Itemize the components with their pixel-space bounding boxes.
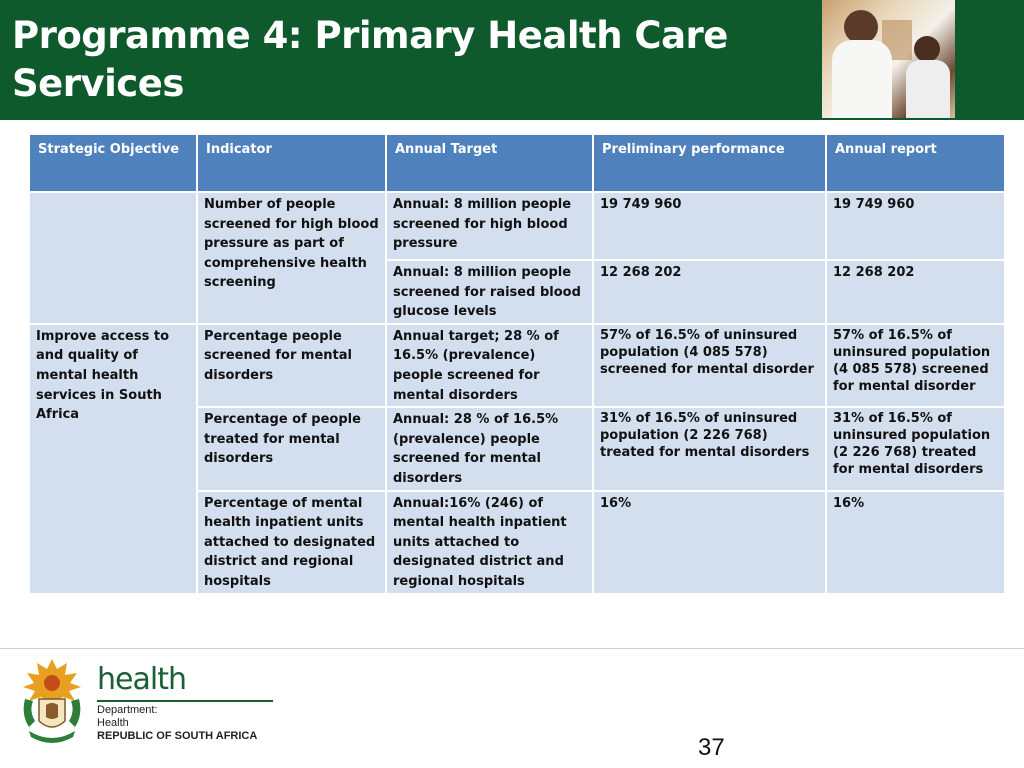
target-cell: Annual:16% (246) of mental health inpatient units attached to designated district and regional hospitals <box>386 491 593 594</box>
slide-title: Programme 4: Primary Health Care Services <box>12 14 728 105</box>
indicator-bp-screening: Number of people screened for high blood pressure as part of comprehensive health screening <box>197 192 386 324</box>
dept-line-3: REPUBLIC OF SOUTH AFRICA <box>97 730 258 742</box>
header-strategic-objective: Strategic Objective <box>29 134 197 192</box>
preliminary-cell: 12 268 202 <box>593 260 826 324</box>
footer-divider <box>0 648 1024 649</box>
indicator-mental-treated: Percentage of people treated for mental disorders <box>197 407 386 490</box>
target-cell: Annual: 8 million people screened for raised blood glucose levels <box>386 260 593 324</box>
slide-header <box>0 0 1024 120</box>
header-indicator: Indicator <box>197 134 386 192</box>
indicator-inpatient-units: Percentage of mental health inpatient units attached to designated district and regional hospitals <box>197 491 386 594</box>
health-logo-rule <box>97 700 273 702</box>
health-logo-word: health <box>97 662 186 697</box>
header-annual-target: Annual Target <box>386 134 593 192</box>
table-row <box>29 192 1005 260</box>
target-cell: Annual: 8 million people screened for high blood pressure <box>386 192 593 260</box>
header-annual-report: Annual report <box>826 134 1005 192</box>
coat-of-arms-icon <box>15 655 90 750</box>
dept-line-2: Health <box>97 717 129 729</box>
strategic-objective-cell: Improve access to and quality of mental health services in South Africa <box>29 324 197 594</box>
annual-report-cell: 16% <box>826 491 1005 594</box>
target-cell: Annual target; 28 % of 16.5% (prevalence) people screened for mental disorders <box>386 324 593 407</box>
performance-table <box>28 133 1006 595</box>
indicator-mental-screened: Percentage people screened for mental disorders <box>197 324 386 407</box>
annual-report-cell: 12 268 202 <box>826 260 1005 324</box>
annual-report-cell: 19 749 960 <box>826 192 1005 260</box>
empty-objective-cell <box>29 192 197 324</box>
annual-report-cell: 57% of 16.5% of uninsured population (4 085 578) screened for mental disorder <box>826 324 1005 407</box>
dept-line-1: Department: <box>97 704 158 716</box>
header-preliminary-performance: Preliminary performance <box>593 134 826 192</box>
table-header-row <box>29 134 1005 192</box>
page-number: 37 <box>698 734 725 761</box>
preliminary-cell: 57% of 16.5% of uninsured population (4 085 578) screened for mental disorder <box>593 324 826 407</box>
preliminary-cell: 31% of 16.5% of uninsured population (2 226 768) treated for mental disorders <box>593 407 826 490</box>
target-cell: Annual: 28 % of 16.5% (prevalence) people screened for mental disorders <box>386 407 593 490</box>
nurse-with-children-photo <box>822 0 955 118</box>
department-name <box>97 704 257 743</box>
preliminary-cell: 19 749 960 <box>593 192 826 260</box>
annual-report-cell: 31% of 16.5% of uninsured population (2 226 768) treated for mental disorders <box>826 407 1005 490</box>
table-row <box>29 324 1005 407</box>
preliminary-cell: 16% <box>593 491 826 594</box>
